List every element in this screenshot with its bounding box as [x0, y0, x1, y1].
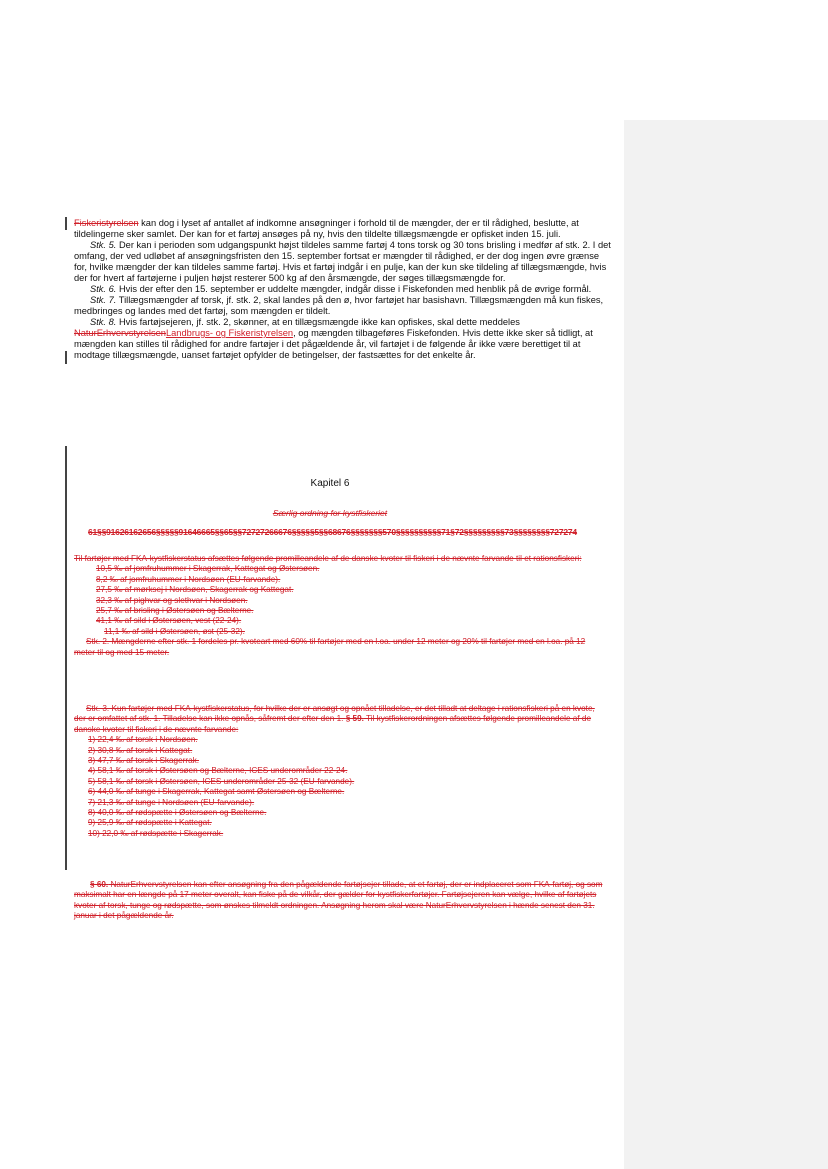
- paragraph-text: , og mængden tilbageføres Fiskefonden. Hvis dette ikke sker så tidligt, at mængden kan stilles til rådighed for andre fartøjer i det pågældende år, vil fartøjet i de følgende år ikke være berettiget til at modtage tillægsmængde, uanset fartøjet opfylder de betingelser, der fastsættes for det enkelte år.: [74, 328, 593, 360]
- numbered-item: 1) 22,4 ‰ af torsk i Nordsøen.: [88, 735, 198, 745]
- block-stk3: [74, 704, 604, 735]
- numbered-item: 2) 30,8 ‰ af torsk i Kattegat.: [88, 745, 193, 755]
- list-item: 27,5 ‰ af mørksej i Nordsøen, Skagerrak og Kattegat.: [96, 585, 294, 595]
- paragraph-text: Tillægsmængder af torsk, jf. stk. 2, skal landes på den ø, hvor fartøjet har basishavn. Tillægsmængden må kun fiskes, medbringes og landes med det fartøj, som mængden er tildelt.: [74, 295, 604, 316]
- paragraph-text: Hvis fartøjsejeren, jf. stk. 2, skønner, at en tillægsmængde ikke kan opfiskes, skal dette meddeles: [116, 317, 520, 327]
- numbered-item: 4) 58,1 ‰ af torsk i Østersøen og Bælterne, ICES underområder 22-24.: [88, 766, 348, 776]
- list-item: 32,3 ‰ af pighvar og slethvar i Nordsøen.: [96, 595, 248, 605]
- deleted-block-3: [74, 880, 604, 922]
- block-section-60: [74, 880, 604, 922]
- numbered-item: 8) 40,0 ‰ af rødspætte i Østersøen og Bælterne.: [88, 808, 267, 818]
- block-text: Stk. 3. Kun fartøjer med FKA-kystfiskerstatus, for hvilke der er ansøgt og opnået tilladelse, er det tilladt at deltage i rationsfiskeri på en kvote, der er omfattet af stk. 1. Tilladelse kan ikke opnås, såfremt der efter den 1.: [74, 704, 595, 724]
- block-stk2: Stk. 2. Mængderne efter stk. 1 fordeles pr. kvoteart med 60% til fartøjer med en l.oa. under 12 meter og 20% til fartøjer med en l.oa. på 12 meter til og med 15 meter.: [74, 637, 586, 657]
- paragraph-text: Der kan i perioden som udgangspunkt højst tildeles samme fartøj 4 tons torsk og 30 tons brisling i medfør af stk. 2. I det omfang, der ved udløbet af ansøgningsfristen den 15. september fortsat er mængder til rådighed, er der dog ingen øvre grænse for, hvilke mængder der kan tildeles samme fartøj. Hvis et fartøj indgår i en pulje, kan der kun ske tildeling af tillægsmængde, hvis der for hvert af fartøjerne i puljen højst resterer 500 kg af den årsmængde, der søges tillægsmængde for.: [74, 240, 611, 283]
- section-title: Særlig ordning for kystfiskeriet: [272, 508, 388, 518]
- deleted-text: NaturErhvervstyrelsen: [74, 328, 166, 338]
- list-item: 8,2 ‰ af jomfruhummer i Nordsøen (EU-farvande).: [96, 574, 281, 584]
- list-item: 10,5 ‰ af jomfruhummer i Skagerrak, Kattegat og Østersøen.: [96, 564, 320, 574]
- paragraph-stk7: [74, 295, 614, 317]
- list-item: 25,7 ‰ af brisling i Østersøen og Bælterne.: [96, 606, 254, 616]
- section-ref: § 60.: [90, 880, 109, 889]
- chapter-heading: Kapitel 6: [310, 478, 350, 489]
- block-text: NaturErhvervstyrelsen kan efter ansøgning fra den pågældende fartøjsejer tillade, at et fartøj, der er indplaceret som FKA-fartøj, og som maksimalt har en længde på 17 meter overalt, kan fiske på de vilkår, der gælder for kystfiskerfartøjer. Fartøjsejeren kan vælge, hvilke af fartøjets kvoter af torsk, tunge og rødspætte, som ønskes tilmeldt ordningen. Ansøgning herom skal være NaturErhvervstyrelsen i hænde senest den 31. januar i det pågældende år.: [74, 880, 603, 921]
- list-item: 41,1 ‰ af sild i Østersøen, vest (22-24).: [96, 616, 242, 626]
- paragraph-stk5: [74, 240, 614, 284]
- stk-label: Stk. 7.: [90, 295, 117, 305]
- list-item: 11,1 ‰ af sild i Østersøen, øst (25-32).: [104, 626, 245, 636]
- stk-label: Stk. 8.: [90, 317, 117, 327]
- block-text: Til kystfiskerordningen afsættes følgende promilleandele af de danske kvoter til fiskeri i de nævnte farvande:: [74, 714, 592, 734]
- stk-label: Stk. 6.: [90, 284, 117, 294]
- paragraph-text: Hvis der efter den 15. september er uddelte mængder, indgår disse i Fiskefonden med henblik på de øvrige formål.: [116, 284, 592, 294]
- body-text: [74, 218, 614, 361]
- paragraph-stk6: [74, 284, 614, 295]
- numbered-item: 6) 44,0 ‰ af tunge i Skagerrak, Kattegat samt Østersøen og Bælterne.: [88, 787, 345, 797]
- deleted-block-2: [74, 704, 604, 839]
- stk-label: Stk. 5.: [90, 240, 117, 250]
- numbered-item: 3) 47,7 ‰ af torsk i Skagerrak.: [88, 756, 200, 766]
- section-ref: § 59.: [345, 714, 364, 724]
- numbered-item: 10) 22,0 ‰ af rødspætte i Skagerrak.: [88, 828, 224, 838]
- paragraph-1: [74, 218, 614, 240]
- change-bar: [65, 351, 67, 364]
- block-intro: Til fartøjer med FKA-kystfiskerstatus afsættes følgende promilleandele af de danske kvoter til fiskeri i de nævnte farvande til et rationsfiskeri:: [74, 554, 582, 563]
- deleted-block-1: [74, 554, 604, 658]
- inserted-text: Landbrugs- og Fiskeristyrelsen: [165, 328, 294, 338]
- deleted-text: Fiskeristyrelsen: [74, 218, 139, 228]
- numbered-item: 9) 25,9 ‰ af rødspætte i Kattegat.: [88, 818, 212, 828]
- numbered-item: 5) 58,1 ‰ af torsk i Østersøen, ICES underområder 25-32 (EU-farvande).: [88, 776, 355, 786]
- paragraph-stk8: [74, 317, 614, 361]
- numbered-item: 7) 21,3 ‰ af tunge i Nordsøen (EU-farvande).: [88, 797, 255, 807]
- paragraph-numbers: 61§§91626162656§§§§§91646665§§65§§72727266676§§§§§5§§68676§§§§§§§570§§§§§§§§§§71§72§§§§§§§§§73§§§§§§§§727274: [88, 527, 577, 537]
- change-bar: [65, 217, 67, 230]
- paragraph-text: kan dog i lyset af antallet af indkomne ansøgninger i forhold til de mængder, der er til rådighed, beslutte, at tildelingerne sker samlet. Der kan for et fartøj ansøges på ny, hvis den tildelte tillægsmængde er opfisket inden 15. juli.: [74, 218, 579, 239]
